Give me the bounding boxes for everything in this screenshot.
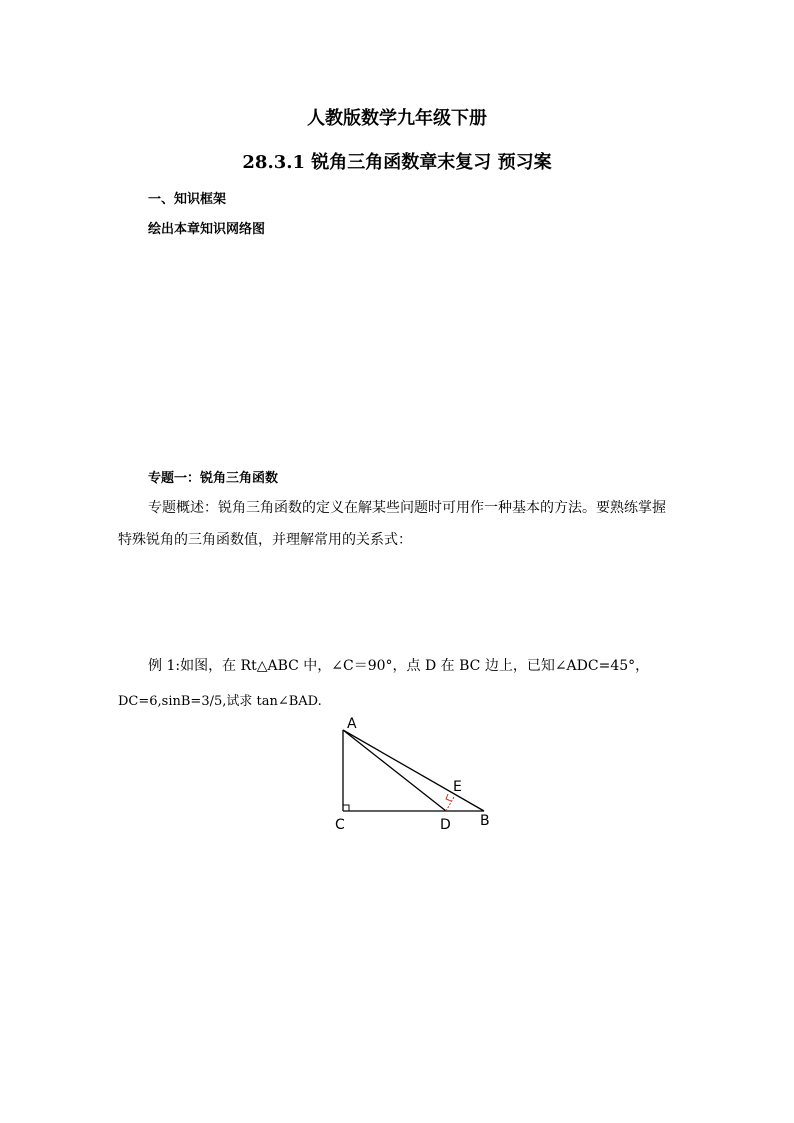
topic1-overview-line2: 特殊锐角的三角函数值，并理解常用的关系式： — [118, 532, 412, 548]
segment-AD — [343, 730, 446, 811]
topic1-overview-line1: 专题概述：锐角三角函数的定义在解某些问题时可用作一种基本的方法。要熟练掌握 — [148, 500, 666, 516]
label-E: E — [453, 779, 462, 795]
label-D: D — [440, 817, 451, 833]
topic1-heading: 专题一：锐角三角函数 — [148, 471, 279, 486]
label-C: C — [335, 817, 345, 833]
example1-line1: 例 1:如图，在 Rt△ABC 中，∠C＝90°，点 D 在 BC 边上，已知∠ADC=45°， — [148, 658, 650, 674]
example1-line2: DC=6,sinB=3/5,试求 tan∠BAD. — [118, 694, 322, 709]
segment-AB — [343, 730, 484, 811]
document-subtitle: 28.3.1 锐角三角函数章末复习 预习案 — [242, 152, 552, 173]
right-angle-mark-C — [343, 805, 349, 811]
document-title: 人教版数学九年级下册 — [307, 108, 487, 129]
right-angle-mark-E — [446, 794, 451, 801]
label-A: A — [347, 716, 357, 732]
label-B: B — [480, 813, 490, 829]
section-knowledge-desc: 绘出本章知识网络图 — [148, 222, 266, 237]
section-knowledge-framework: 一、知识框架 — [148, 192, 227, 207]
